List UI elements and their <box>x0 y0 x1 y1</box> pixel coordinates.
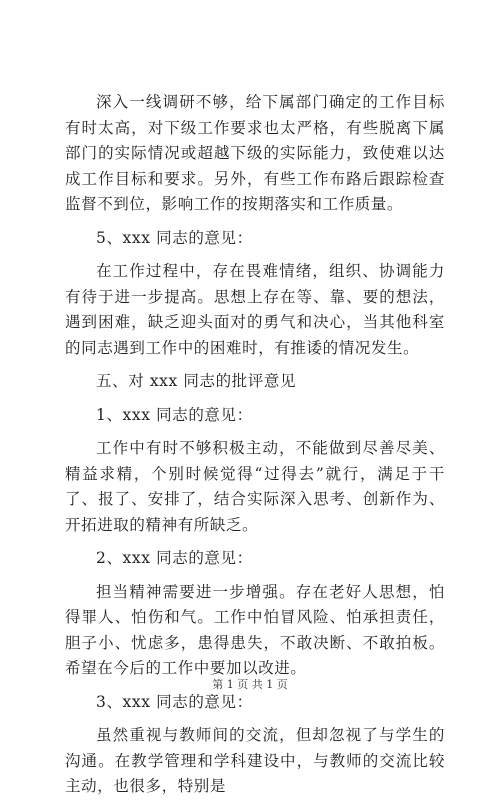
section-heading-criticism: 五、对 xxx 同志的批评意见 <box>96 372 297 390</box>
heading-comrade-5: 5、xxx 同志的意见： <box>96 228 253 247</box>
document-body <box>65 90 445 808</box>
paragraph-comrade-5: 在工作过程中，存在畏难情绪，组织、协调能力有待于进一步提高。思想上存在等、靠、要的想法，遇到困难，缺乏迎头面对的勇气和决心，当其他科室的同志遇到工作中的困难时，有推诿的情况发生。 <box>65 262 445 357</box>
page-footer: 第 1 页 共 1 页 <box>212 678 288 691</box>
paragraph-comrade-3: 虽然重视与教师间的交流，但却忽视了与学生的沟通。在教学管理和学科建设中，与教师的交流比较主动，也很多，特别是 <box>65 726 445 795</box>
paragraph-research: 深入一线调研不够，给下属部门确定的工作目标有时太高，对下级工作要求也太严格，有些脱离下属部门的实际情况或超越下级的实际能力，致使难以达成工作目标和要求。另外，有些工作布路后跟踪检查监督不到位，影响工作的按期落实和工作质量。 <box>65 93 445 213</box>
heading-comrade-2: 2、xxx 同志的意见： <box>96 549 253 567</box>
paragraph-comrade-1: 工作中有时不够积极主动，不能做到尽善尽美、精益求精，个别时候觉得“过得去”就行，满足于干了、报了、安排了，结合实际深入思考、创新作为、开拓进取的精神有所缺乏。 <box>65 439 445 534</box>
paragraph-comrade-2: 担当精神需要进一步增强。存在老好人思想，怕得罪人、怕伤和气。工作中怕冒风险、怕承担责任，胆子小、忧虑多，患得患失，不敢决断、不敢拍板。希望在今后的工作中要加以改进。 <box>65 582 445 677</box>
heading-comrade-3: 3、xxx 同志的意见： <box>96 692 253 711</box>
heading-comrade-1: 1、xxx 同志的意见： <box>96 405 253 424</box>
